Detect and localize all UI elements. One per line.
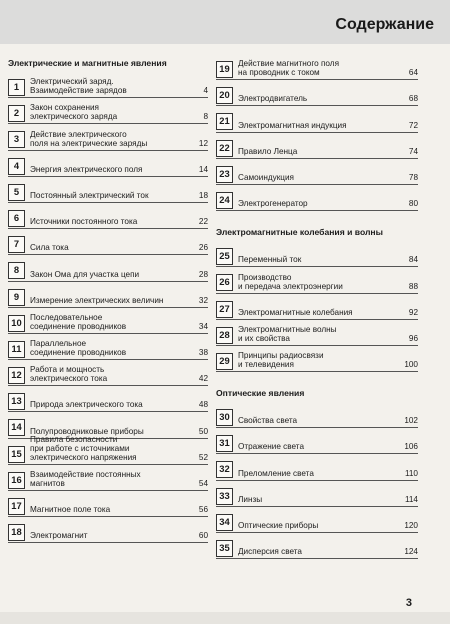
toc-entry[interactable]: [8, 72, 208, 98]
toc-entry-page: 120: [404, 521, 418, 530]
toc-entry-number: 21: [216, 113, 233, 130]
toc-entry-title: Последовательное соединение проводников: [30, 312, 127, 331]
toc-entry-title: Дисперсия света: [238, 547, 302, 557]
toc-entry[interactable]: [216, 454, 418, 480]
toc-entry[interactable]: [8, 491, 208, 517]
toc-entry-title: Переменный ток: [238, 255, 302, 265]
toc-entry[interactable]: [216, 294, 418, 320]
toc-entry-page: 52: [198, 452, 208, 462]
toc-entry-number: 30: [216, 409, 233, 426]
toc-entry-title: Правила безопасности при работе с источниками электрического напряжения: [30, 434, 137, 462]
toc-entry-number: 1: [8, 79, 25, 96]
toc-entry-title: Электромагнит: [30, 531, 88, 541]
toc-entry-title: Электрогенератор: [238, 199, 308, 209]
toc-entry-number: 28: [216, 327, 233, 344]
toc-left-column: [8, 54, 208, 543]
toc-entry-title: Взаимодействие постоянных магнитов: [30, 470, 141, 488]
toc-entry[interactable]: [8, 360, 208, 386]
toc-entry-page: 124: [404, 547, 418, 557]
toc-entry-page: 80: [408, 199, 418, 209]
toc-entry[interactable]: [8, 229, 208, 255]
toc-entry-title: Источники постоянного тока: [30, 217, 138, 227]
toc-entry-page: 22: [198, 217, 208, 227]
toc-entry[interactable]: [8, 465, 208, 491]
toc-entry-title: Электродвигатель: [238, 94, 308, 104]
toc-entry-page: 4: [203, 86, 208, 96]
toc-right-column: [216, 54, 418, 559]
toc-entry[interactable]: [216, 507, 418, 533]
toc-entry-title: Работа и мощность электрического тока: [30, 365, 108, 384]
toc-entry-title: Действие электрического поля на электрические заряды: [30, 129, 148, 148]
toc-entry-page: 96: [408, 333, 418, 343]
toc-entry-page: 12: [198, 138, 208, 148]
toc-entry-number: 8: [8, 262, 25, 279]
toc-entry-number: 29: [216, 353, 233, 370]
toc-entry[interactable]: [8, 177, 208, 203]
toc-entry[interactable]: [8, 517, 208, 543]
toc-entry-page: 56: [198, 505, 208, 515]
toc-entry-title: Измерение электрических величин: [30, 295, 164, 305]
section-gap: [216, 372, 418, 384]
toc-entry-title: Постоянный электрический ток: [30, 190, 149, 200]
toc-entry-page: 54: [198, 479, 208, 488]
section-heading: Оптические явления: [216, 388, 305, 399]
toc-entry-number: 25: [216, 248, 233, 265]
toc-entry-title: Закон Ома для участка цепи: [30, 269, 140, 279]
toc-entry-number: 24: [216, 192, 233, 209]
toc-entry-number: 3: [8, 131, 25, 148]
footer-band: [0, 612, 450, 624]
toc-entry[interactable]: [8, 434, 208, 465]
toc-entry-title: Электрический заряд. Взаимодействие зарядов: [30, 77, 127, 96]
page-number: 3: [405, 597, 412, 609]
toc-entry[interactable]: [8, 151, 208, 177]
toc-entry-number: 20: [216, 87, 233, 104]
toc-entry[interactable]: [216, 106, 418, 132]
toc-entry[interactable]: [8, 334, 208, 360]
toc-entry-page: 42: [198, 374, 208, 384]
toc-entry[interactable]: [8, 282, 208, 308]
toc-entry[interactable]: [8, 308, 208, 334]
toc-entry-number: 35: [216, 540, 233, 557]
toc-entry-title: Самоиндукция: [238, 172, 294, 182]
toc-entry-title: Электромагнитная индукция: [238, 120, 347, 130]
toc-entry-title: Отражение света: [238, 442, 305, 452]
toc-entry-page: 26: [198, 243, 208, 253]
toc-entry-number: 15: [8, 446, 25, 463]
toc-entry-title: Производство и передача электроэнергии: [238, 272, 343, 291]
toc-entry-title: Правило Ленца: [238, 146, 298, 156]
toc-entry[interactable]: [8, 255, 208, 281]
toc-entry-title: Действие магнитного поля на проводник с током: [238, 59, 340, 78]
toc-entry-number: 26: [216, 274, 233, 291]
toc-entry[interactable]: [216, 402, 418, 428]
toc-entry-title: Закон сохранения электрического заряда: [30, 103, 118, 122]
toc-entry-number: 32: [216, 461, 233, 478]
toc-entry-number: 12: [8, 367, 25, 384]
toc-entry[interactable]: [216, 320, 418, 346]
toc-entry[interactable]: [216, 267, 418, 293]
toc-entry-page: 110: [404, 468, 418, 478]
toc-entry-title: Оптические приборы: [238, 521, 319, 530]
toc-entry-number: 27: [216, 301, 233, 318]
toc-entry-title: Свойства света: [238, 416, 298, 426]
toc-entry-page: 84: [408, 255, 418, 265]
toc-entry[interactable]: [216, 346, 418, 372]
toc-entry-number: 33: [216, 488, 233, 505]
toc-entry-number: 7: [8, 236, 25, 253]
toc-entry-number: 22: [216, 140, 233, 157]
toc-entry-number: 14: [8, 419, 25, 436]
toc-entry[interactable]: [216, 428, 418, 454]
toc-entry-number: 23: [216, 166, 233, 183]
toc-entry[interactable]: [216, 241, 418, 267]
toc-entry-title: Электромагнитные волны и их свойства: [238, 324, 337, 343]
toc-entry-page: 60: [198, 531, 208, 541]
toc-entry-page: 34: [198, 321, 208, 331]
toc-entry[interactable]: [8, 203, 208, 229]
page-title: Содержание: [335, 16, 434, 33]
toc-entry[interactable]: [8, 124, 208, 150]
toc-entry-title: Сила тока: [30, 243, 69, 253]
toc-entry-title: Природа электрического тока: [30, 400, 143, 410]
toc-entry-title: Энергия электрического поля: [30, 164, 143, 174]
toc-entry[interactable]: [216, 481, 418, 507]
section-gap: [216, 211, 418, 223]
toc-entry-page: 106: [404, 442, 418, 452]
toc-entry-number: 13: [8, 393, 25, 410]
toc-entry-page: 48: [198, 400, 208, 410]
toc-entry-title: Электромагнитные колебания: [238, 307, 353, 317]
toc-entry[interactable]: [216, 54, 418, 80]
section-heading: Электрические и магнитные явления: [8, 58, 167, 68]
toc-entry[interactable]: [8, 386, 208, 412]
toc-entry-title: Линзы: [238, 494, 263, 504]
toc-entry-title: Принципы радиосвязи и телевидения: [238, 351, 324, 370]
toc-entry[interactable]: [216, 80, 418, 106]
toc-entry-number: 2: [8, 105, 25, 122]
toc-entry-page: 88: [408, 281, 418, 291]
toc-entry-number: 31: [216, 435, 233, 452]
toc-entry-page: 18: [198, 190, 208, 200]
toc-entry-page: 114: [404, 494, 418, 504]
toc-entry[interactable]: [8, 98, 208, 124]
toc-entry[interactable]: [216, 185, 418, 211]
toc-entry-page: 8: [203, 112, 208, 122]
toc-entry-page: 28: [198, 269, 208, 279]
toc-entry-page: 68: [408, 94, 418, 104]
toc-entry-number: 34: [216, 514, 233, 531]
toc-entry[interactable]: [216, 133, 418, 159]
toc-entry-number: 4: [8, 158, 25, 175]
toc-entry-number: 10: [8, 315, 25, 332]
toc-entry-title: Полупроводниковые приборы: [30, 426, 144, 436]
toc-entry[interactable]: [216, 159, 418, 185]
toc-entry-page: 32: [198, 295, 208, 305]
toc-entry-title: Магнитное поле тока: [30, 505, 111, 515]
toc-entry-number: 9: [8, 289, 25, 306]
toc-entry-page: 102: [404, 416, 418, 426]
toc-entry-page: 78: [408, 172, 418, 182]
toc-entry-number: 11: [8, 341, 25, 358]
toc-entry-page: 74: [408, 146, 418, 156]
toc-entry-page: 38: [198, 348, 208, 358]
toc-entry-title: Параллельное соединение проводников: [30, 339, 127, 358]
toc-entry-number: 5: [8, 184, 25, 201]
section-heading: Электромагнитные колебания и волны: [216, 227, 383, 238]
toc-entry-number: 6: [8, 210, 25, 227]
toc-entry-number: 18: [8, 524, 25, 541]
toc-entry-page: 64: [408, 68, 418, 78]
toc-entry-title: Преломление света: [238, 468, 314, 478]
toc-entry-page: 72: [408, 120, 418, 130]
toc-entry-number: 19: [216, 61, 233, 78]
toc-entry[interactable]: [216, 533, 418, 559]
toc-entry-page: 92: [408, 307, 418, 317]
toc-entry-page: 50: [198, 426, 208, 436]
toc-entry-number: 17: [8, 498, 25, 515]
toc-entry-number: 16: [8, 472, 25, 489]
toc-entry-page: 14: [198, 164, 208, 174]
toc-entry-page: 100: [404, 360, 418, 370]
